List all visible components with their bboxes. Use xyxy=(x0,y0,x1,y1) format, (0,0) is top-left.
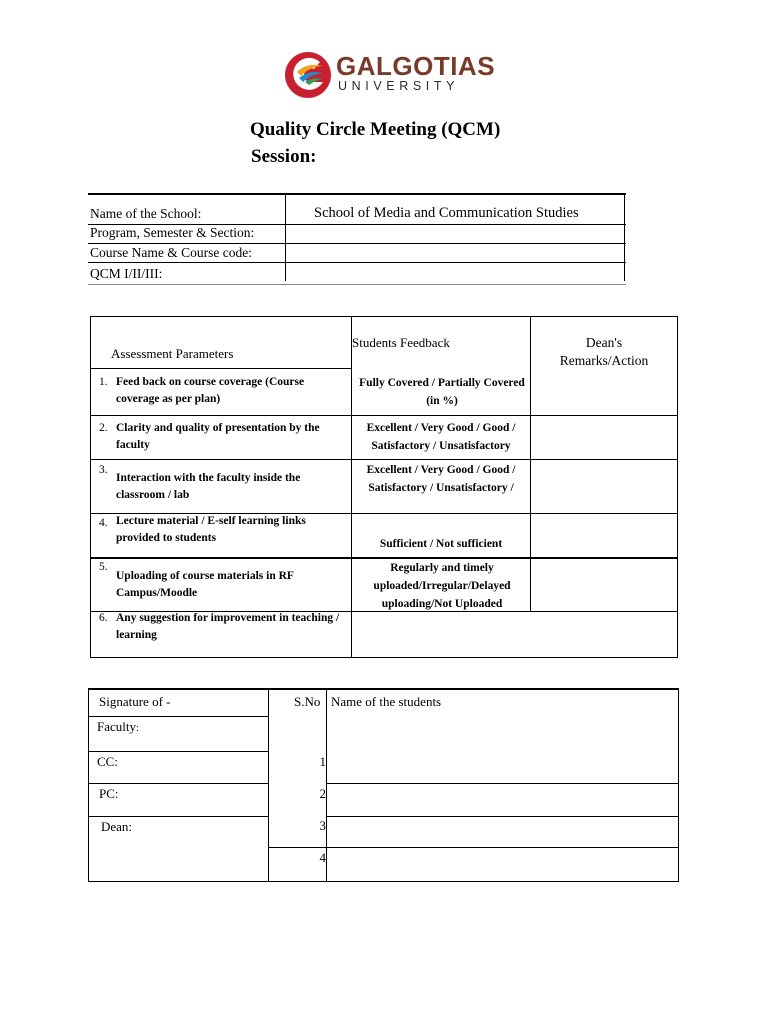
serial-number: 1 xyxy=(319,754,326,769)
signature-title: Signature of - xyxy=(99,694,171,709)
serial-number: 2 xyxy=(319,786,326,801)
page-title: Quality Circle Meeting (QCM) xyxy=(250,119,501,140)
feedback-options: Fully Covered / Partially Covered (in %) xyxy=(359,377,525,407)
student-names-header: Name of the students xyxy=(331,694,442,709)
serial-number: 3 xyxy=(319,818,326,833)
row-number: 6. xyxy=(99,612,108,624)
parameter-text: Lecture material / E-self learning links provided to students xyxy=(116,515,306,544)
dean-label: Dean: xyxy=(101,819,133,834)
feedback-options: Regularly and timely uploaded/Irregular/Delayed uploading/Not Uploaded xyxy=(373,562,511,610)
logo-subtitle: UNIVERSITY xyxy=(338,79,460,93)
feedback-options: Excellent / Very Good / Good / Satisfactory / Unsatisfactory / xyxy=(366,464,516,494)
row-number: 2. xyxy=(99,422,108,434)
parameters-header: Assessment Parameters xyxy=(111,346,234,361)
parameter-text: Clarity and quality of presentation by the faculty xyxy=(116,422,320,451)
pc-label: PC: xyxy=(99,786,119,801)
qcm-label: QCM I/II/III: xyxy=(90,266,163,281)
cc-label: CC: xyxy=(97,754,118,769)
program-label: Program, Semester & Section: xyxy=(90,225,255,240)
school-value: School of Media and Communication Studies xyxy=(314,205,579,221)
university-logo xyxy=(283,48,496,102)
row-number: 3. xyxy=(99,464,108,476)
row-number: 5. xyxy=(99,561,108,573)
feedback-header: Students Feedback xyxy=(352,335,450,350)
assessment-table xyxy=(90,316,678,658)
parameter-text: Uploading of course materials in RF Campus/Moodle xyxy=(116,570,294,599)
row-number: 4. xyxy=(99,517,108,529)
signature-table xyxy=(88,688,679,882)
galgotias-emblem-icon xyxy=(283,48,333,100)
school-label: Name of the School: xyxy=(90,206,202,221)
feedback-options: Excellent / Very Good / Good / Satisfactory / Unsatisfactory xyxy=(366,422,516,452)
feedback-options: Sufficient / Not sufficient xyxy=(379,538,503,550)
session-label: Session: xyxy=(251,146,317,167)
parameter-text: Any suggestion for improvement in teaching / learning xyxy=(116,612,340,641)
logo-wordmark: GALGOTIAS xyxy=(336,51,496,81)
parameter-text: Feed back on course coverage (Course coverage as per plan) xyxy=(116,376,305,405)
info-table xyxy=(88,193,626,285)
dean-remarks-header: Dean's Remarks/Action xyxy=(559,335,649,368)
parameter-text: Interaction with the faculty inside the classroom / lab xyxy=(116,472,301,501)
sno-header: S.No xyxy=(294,694,321,709)
serial-number: 4 xyxy=(319,850,326,865)
course-label: Course Name & Course code: xyxy=(90,245,252,260)
faculty-label: Faculty: xyxy=(97,719,139,734)
row-number: 1. xyxy=(99,376,108,388)
